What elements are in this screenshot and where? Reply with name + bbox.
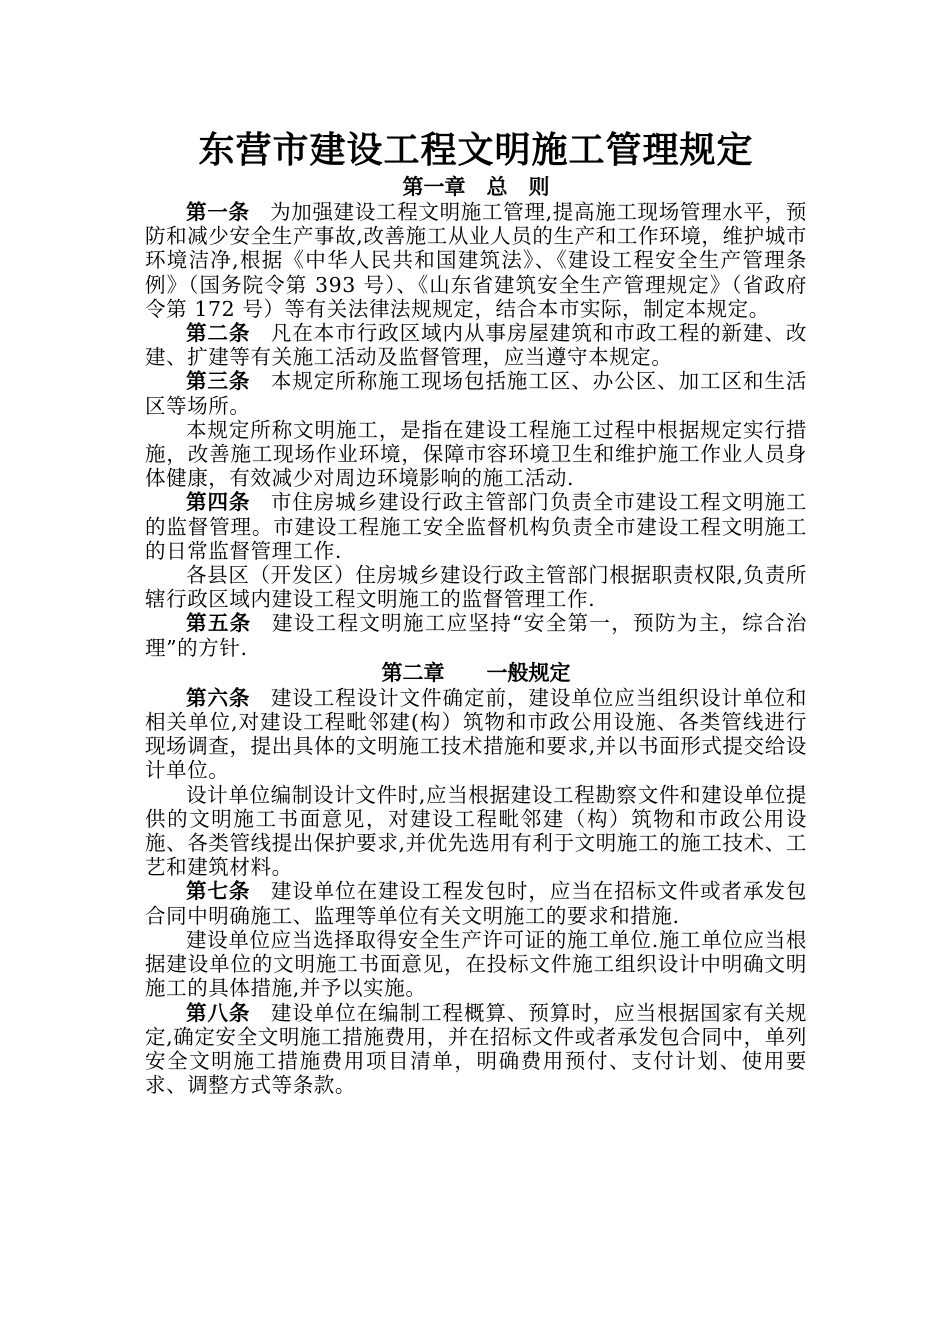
paragraph	[145, 879, 807, 927]
chapter-heading: 第二章 一般规定	[381, 660, 571, 685]
article-number: 第四条	[186, 490, 251, 515]
paragraph	[145, 563, 807, 611]
paragraph	[145, 928, 807, 1001]
article-number: 第二条	[186, 321, 251, 346]
paragraph-text: 凡在本市行政区域内从事房屋建筑和市政工程的新建、改建、扩建等有关施工活动及监督管理，应当遵守本规定。	[145, 321, 807, 370]
paragraph	[145, 418, 807, 491]
paragraph	[145, 611, 807, 659]
paragraph	[145, 200, 807, 321]
paragraph-text: 本规定所称施工现场包括施工区、办公区、加工区和生活区等场所。	[145, 369, 807, 418]
article-number: 第一条	[186, 200, 250, 224]
article-number: 第七条	[186, 879, 251, 904]
article-number: 第五条	[186, 611, 252, 636]
paragraph-text: 建设单位应当选择取得安全生产许可证的施工单位.施工单位应当根据建设单位的文明施工书面意见，在投标文件施工组织设计中明确文明施工的具体措施,并予以实施。	[145, 927, 807, 1001]
paragraph-text: 市住房城乡建设行政主管部门负责全市建设工程文明施工的监督管理。市建设工程施工安全监督机构负责全市建设工程文明施工的日常监督管理工作.	[145, 490, 807, 563]
paragraph-text: 建设单位在编制工程概算、预算时，应当根据国家有关规定,确定安全文明施工措施费用，并在招标文件或者承发包合同中，单列安全文明施工措施费用项目清单，明确费用预付、支付计划、使用要求、调整方式等条款。	[145, 1000, 807, 1098]
paragraph-text: 建设工程文明施工应坚持“安全第一，预防为主，综合治理”的方针.	[145, 611, 807, 660]
paragraph	[145, 686, 807, 783]
paragraph-text: 建设单位在建设工程发包时，应当在招标文件或者承发包合同中明确施工、监理等单位有关文明施工的要求和措施.	[145, 879, 807, 928]
paragraph	[145, 369, 807, 417]
paragraph-text: 各县区（开发区）住房城乡建设行政主管部门根据职责权限,负责所辖行政区域内建设工程文明施工的监督管理工作.	[145, 563, 807, 612]
article-number: 第六条	[186, 685, 251, 710]
paragraph	[145, 783, 807, 880]
paragraph	[145, 321, 807, 369]
paragraph	[145, 1001, 807, 1098]
article-number: 第三条	[186, 369, 251, 394]
paragraph	[145, 490, 807, 563]
chapter-heading: 第一章 总 则	[402, 175, 550, 199]
paragraph-text: 本规定所称文明施工，是指在建设工程施工过程中根据规定实行措施，改善施工现场作业环境，保障市容环境卫生和维护施工作业人员身体健康，有效减少对周边环境影响的施工活动.	[145, 417, 807, 491]
paragraph-text: 建设工程设计文件确定前，建设单位应当组织设计单位和相关单位,对建设工程毗邻建(构）筑物和市政公用设施、各类管线进行现场调查，提出具体的文明施工技术措施和要求,并以书面形式提交给设计单位。	[145, 685, 807, 783]
article-number: 第八条	[186, 1000, 251, 1025]
document-title: 东营市建设工程文明施工管理规定	[198, 130, 754, 171]
document-page	[145, 128, 807, 1097]
paragraph-text: 为加强建设工程文明施工管理,提高施工现场管理水平，预防和减少安全生产事故,改善施工从业人员的生产和工作环境，维护城市环境洁净,根据《中华人民共和国建筑法》、《建设工程安全生产管理条例》（国务院令第 393 号）、《山东省建筑安全生产管理规定》（省政府令第 172 号）等有关法律法规规定，结合本市实际，制定本规定。	[145, 200, 807, 321]
paragraph-text: 设计单位编制设计文件时,应当根据建设工程勘察文件和建设单位提供的文明施工书面意见，对建设工程毗邻建（构）筑物和市政公用设施、各类管线提出保护要求,并优先选用有利于文明施工的施工技术、工艺和建筑材料。	[145, 782, 807, 880]
